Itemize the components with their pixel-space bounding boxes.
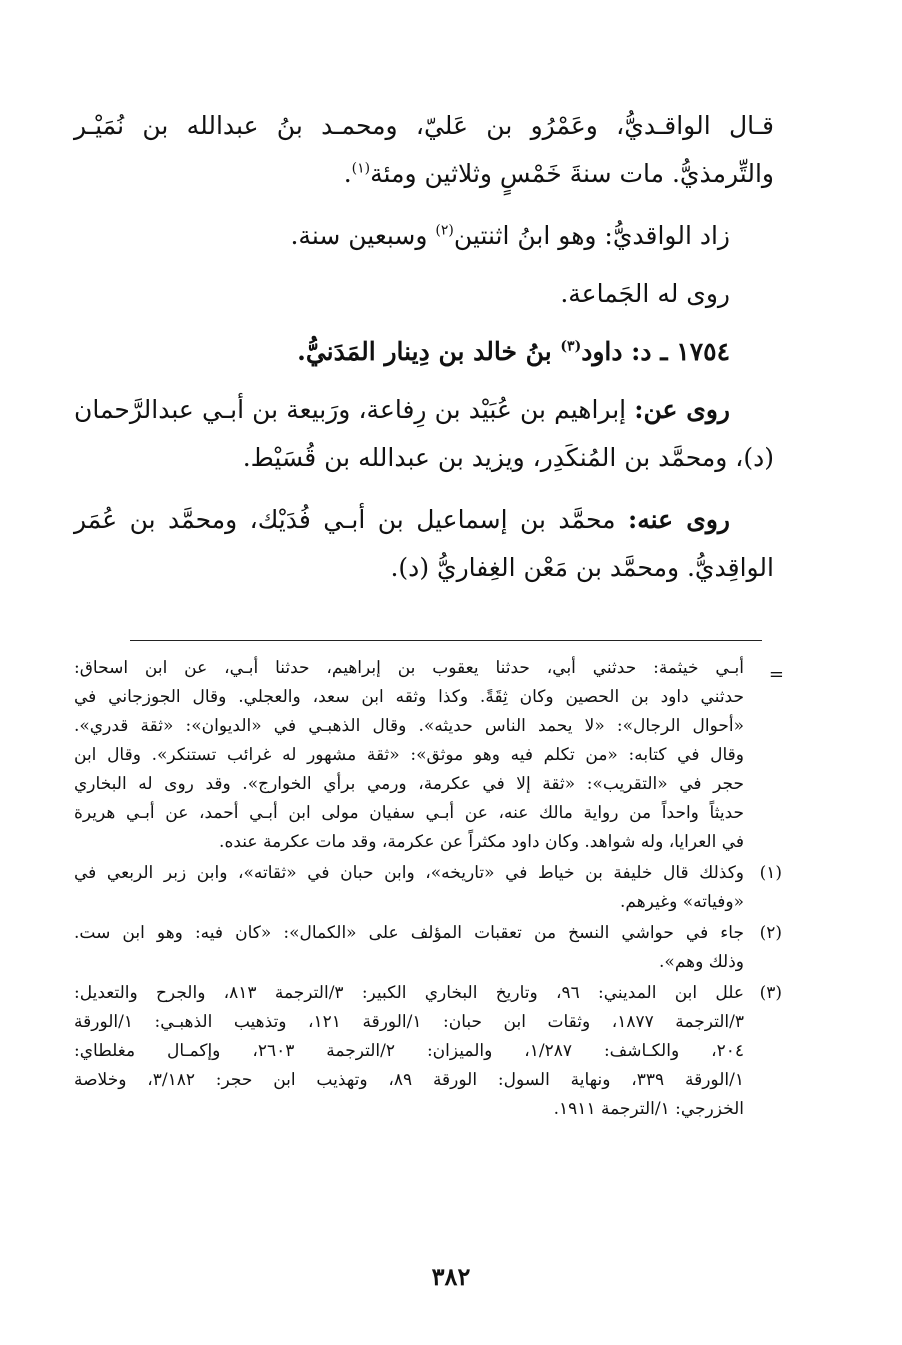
page-number: ٣٨٢ (431, 1262, 471, 1291)
text-line-content: وسبعين سنة. (290, 221, 428, 250)
text-line-content: محمَّد بن إسماعيل بن أبـي فُدَيْك، ومحمَّد بن عُمَر (74, 505, 616, 534)
footnote-line: وكذلك قال خليفة بن خياط في «تاريخه»، وابن حبان في «ثقاته»، وابن زبر الربعي في (74, 863, 744, 883)
footnote-number: (١) (759, 863, 782, 883)
entry-heading-text: ١٧٥٤ ـ د: داود (581, 337, 730, 366)
footnote-1 (74, 859, 782, 917)
text-line-content: الواقِديُّ. ومحمَّد بن مَعْن الغِفاريُّ (د). (390, 553, 774, 582)
footnote-2 (74, 919, 782, 977)
text-line: والتِّرمذيُّ. مات سنةَ خَمْسٍ وثلاثين ومئة$^{(١)}$. (343, 159, 774, 188)
footnote-number: (٣) (759, 983, 782, 1003)
text-line (74, 210, 774, 262)
footnote-ref: (١) (351, 160, 371, 177)
footnote-line: علل ابن المديني: ٩٦، وتاريخ البخاري الكبير: ٣/الترجمة ٨١٣، والجرح والتعديل: (74, 983, 745, 1003)
footnote-line: أبـي خيثمة: حدثني أبي، حدثنا يعقوب بن إبراهيم، حدثنا أبـي، عن ابن اسحاق: (74, 658, 744, 678)
footnote-line: ٣/الترجمة ١٨٧٧، وثقات ابن حبان: ١/الورقة ١٢١، وتذهيب الذهبـي: ١/الورقة (74, 1012, 744, 1032)
footnote-line: حديثاً واحداً من رواية مالك عنه، عن أبـي سفيان مولى ابن أبـي أحمد، عن أبـي هريرة (74, 803, 744, 823)
label-rawa-anhu: روى عنه: (627, 505, 730, 534)
text-line (74, 494, 774, 546)
footnote-line: ٢٠٤، والكـاشف: ١/٢٨٧، والميزان: ٢/الترجمة ٢٦٠٣، وإكمـال مغلطاي: (74, 1041, 744, 1061)
footnote-separator (130, 640, 762, 641)
footnote-continuation (74, 654, 784, 857)
footnote-line: في العرايا، وله شواهد. وكان داود مكثراً عن عكرمة، وقد مات عكرمة عنده. (219, 832, 744, 852)
footnote-line: حدثني داود بن الحصين وكان ثِقَةً. وكذا وثقه ابن سعد، والعجلي. وقال الجوزجاني في (74, 687, 744, 707)
label-rawa-an: روى عن: (634, 395, 731, 424)
entry-heading (74, 326, 774, 378)
footnote-ref: (٣) (560, 338, 582, 355)
footnote-line: جاء في حواشي النسخ من تعقبات المؤلف على «الكمال»: «كان فيه: وهو ابن ست. (74, 923, 744, 943)
footnote-line: وذلك وهم». (659, 952, 744, 972)
footnote-number: (٢) (759, 923, 782, 943)
text-line (74, 384, 774, 436)
text-line-content: روى له الجَماعة. (560, 279, 730, 308)
text-line (74, 268, 774, 320)
footnote-line: وقال في كتابه: «من تكلم فيه وهو موثق»: «ثقة مشهور له غرائب تستنكر». وقال ابن (74, 745, 744, 765)
text-line-content: إبراهيم بن عُبَيْد بن رِفاعة، ورَبيعة بن أبـي عبدالرَّحمان (74, 395, 627, 424)
footnote-ref: (٢) (435, 222, 454, 239)
main-text (74, 100, 774, 594)
text-line-content: زاد الواقديُّ: وهو ابنُ اثنتين (453, 221, 730, 250)
text-line-content: (د)، ومحمَّد بن المُنكَدِر، ويزيد بن عبدالله بن قُسَيْط. (242, 443, 774, 472)
entry-heading-text: بنُ خالد بن دِينار المَدَنيُّ. (297, 337, 552, 366)
text-line (74, 100, 774, 152)
text-line (74, 542, 774, 594)
footnote-line: «أحوال الرجال»: «لا يحمد الناس حديثه». وقال الذهبـي في «الديوان»: «ثقة قدري». (74, 716, 744, 736)
footnote-line: حجر في «التقريب»: «ثقة إلا في عكرمة، ورمي برأي الخوارج». وقد روى له البخاري (74, 774, 744, 794)
text-line-content: قـال الواقـديُّ، وعَمْرُو بن عَليّ، ومحمـد بنُ عبدالله بن نُمَيْـر (74, 111, 774, 140)
footnote-3 (74, 979, 782, 1124)
footnote-line: «وفياته» وغيرهم. (620, 892, 744, 912)
continuation-marker: = (768, 664, 784, 685)
text-line-content: والتِّرمذيُّ. مات سنةَ خَمْسٍ وثلاثين ومئة (370, 159, 774, 188)
footnote-line: ١/الورقة ٣٣٩، ونهاية السول: الورقة ٨٩، وتهذيب ابن حجر: ٣/١٨٢، وخلاصة (74, 1070, 744, 1090)
footnote-line: الخزرجي: ١/الترجمة ١٩١١. (553, 1099, 744, 1119)
text-line (74, 432, 774, 484)
footnotes (74, 652, 784, 1124)
